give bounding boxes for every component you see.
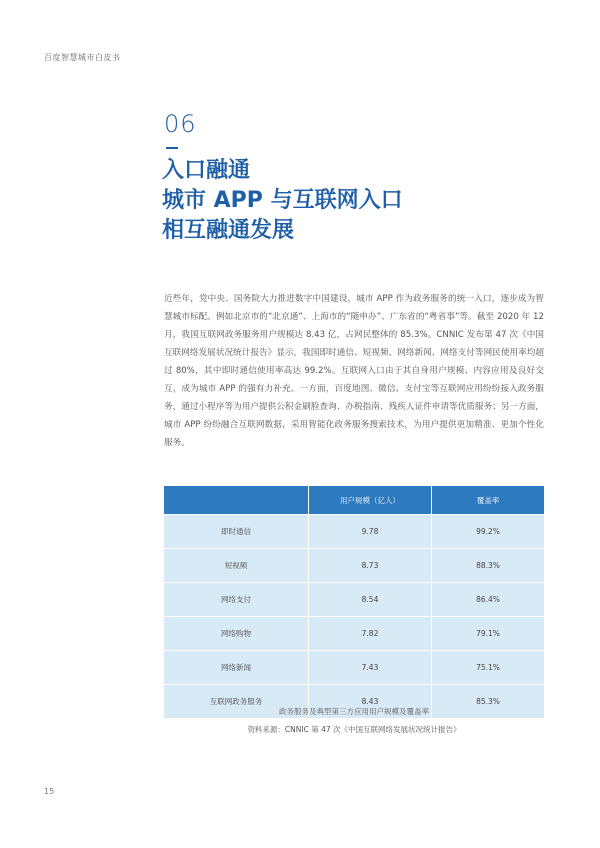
table-header-cell: 覆盖率 — [432, 486, 544, 514]
table-cell-rate: 85.3% — [432, 684, 544, 718]
table-cell-users: 8.54 — [309, 582, 432, 616]
page-number: 15 — [44, 787, 55, 796]
table-cell-users: 8.43 — [309, 684, 432, 718]
table-cell-users: 9.78 — [309, 514, 432, 548]
section-title-line: 相互融通发展 — [162, 218, 295, 243]
section-title — [162, 156, 403, 246]
running-header: 百度智慧城市白皮书 — [44, 53, 121, 62]
table-row — [164, 548, 544, 582]
table-header-cell: 用户规模（亿人） — [309, 486, 432, 514]
table-cell-rate: 79.1% — [432, 616, 544, 650]
table-cell-app: 网络支付 — [164, 582, 309, 616]
table-cell-app: 即时通信 — [164, 514, 309, 548]
table-cell-users: 7.82 — [309, 616, 432, 650]
table-cell-app: 短视频 — [164, 548, 309, 582]
table-cell-rate: 86.4% — [432, 582, 544, 616]
table-cell-users: 8.73 — [309, 548, 432, 582]
table-header-cell — [164, 486, 309, 514]
table-header-row — [164, 486, 544, 514]
table-source: 资料来源：CNNIC 第 47 次《中国互联网络发展状况统计报告》 — [247, 725, 461, 734]
table-row — [164, 616, 544, 650]
table-cell-rate: 99.2% — [432, 514, 544, 548]
table-cell-rate: 75.1% — [432, 650, 544, 684]
usage-table — [164, 486, 544, 718]
table-cell-app: 网络购物 — [164, 616, 309, 650]
table-row — [164, 514, 544, 548]
table-caption: 政务服务及典型第三方应用用户规模及覆盖率 — [279, 707, 429, 716]
section-divider — [166, 147, 178, 149]
table-cell-users: 7.43 — [309, 650, 432, 684]
table-cell-app: 网络新闻 — [164, 650, 309, 684]
body-paragraph: 近些年，党中央、国务院大力推进数字中国建设，城市 APP 作为政务服务的统一入口，逐步成为智慧城市标配。例如北京市的“北京通”、上海市的“随申办”、广东省的“粤省事”等。截至 2020 年 12 月，我国互联网政务服务用户规模达 8.43 亿，占网民整体的 85.3%。CNNIC 发布第 47 次《中国互联网络发展状况统计报告》显示，我国即时通信、短视频、网络新闻、网络支付等网民使用率均超过 80%，其中即时通信使用率高达 99.2%。互联网入口由于其自身用户规模、内容应用及良好交互，成为城市 APP 的强有力补充。一方面，百度地图、微信、支付宝等互联网应用纷纷接入政务服务，通过小程序等为用户提供公积金刷脸查询、办税指南、残疾人证件申请等优质服务；另一方面，城市 APP 纷纷融合互联网数据，采用智能化政务服务搜索技术，为用户提供更加精准、更加个性化服务。 — [164, 294, 544, 448]
section-title-line: 城市 APP 与互联网入口 — [162, 188, 403, 213]
section-number: 06 — [164, 110, 197, 138]
section-title-line: 入口融通 — [162, 158, 251, 183]
table-row — [164, 582, 544, 616]
table-cell-app: 互联网政务服务 — [164, 684, 309, 718]
table-row — [164, 650, 544, 684]
table-cell-rate: 88.3% — [432, 548, 544, 582]
